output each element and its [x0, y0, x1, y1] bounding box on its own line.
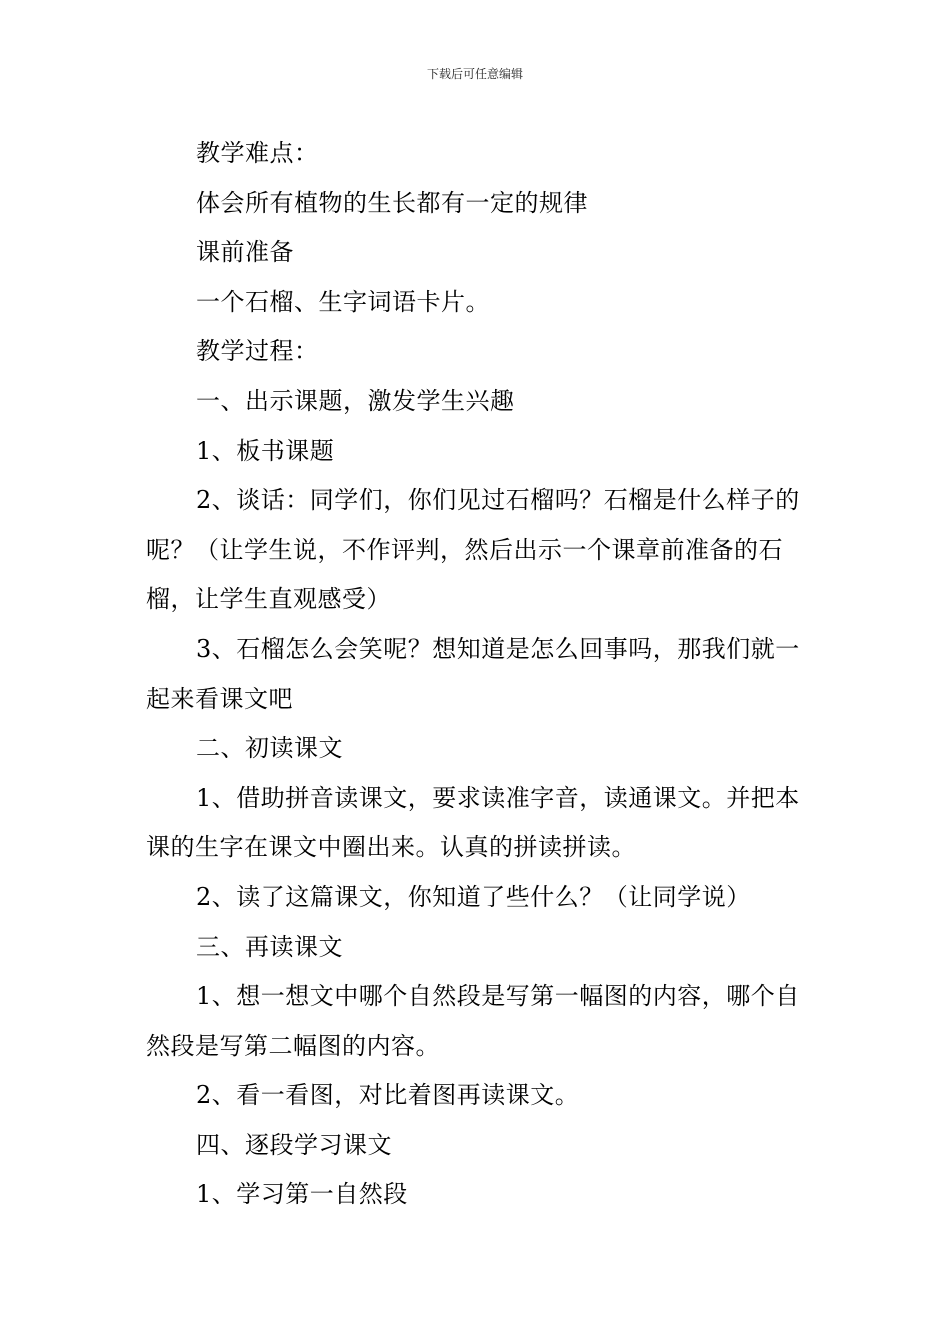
paragraph-item: 2、看一看图，对比着图再读课文。 [196, 1081, 580, 1110]
paragraph-teaching-difficulty: 体会所有植物的生长都有一定的规律 [196, 188, 588, 217]
paragraph-item: 1、板书课题 [196, 436, 335, 465]
paragraph-process-heading: 教学过程： [196, 337, 319, 366]
document-body [146, 129, 806, 1220]
paragraph-section-four: 四、逐段学习课文 [196, 1130, 392, 1159]
paragraph-preparation: 一个石榴、生字词语卡片。 [196, 287, 490, 316]
page-header-note: 下载后可任意编辑 [426, 67, 523, 81]
paragraph-section-one: 一、出示课题，激发学生兴趣 [196, 386, 515, 415]
paragraph-item: 1、想一想文中哪个自然段是写第一幅图的内容，哪个自然段是写第二幅图的内容。 [146, 982, 800, 1060]
paragraph-teaching-difficulty-heading: 教学难点： [196, 139, 319, 167]
paragraph-item: 2、读了这篇课文，你知道了些什么？（让同学说） [196, 882, 751, 911]
paragraph-item: 1、借助拼音读课文，要求读准字音，读通课文。并把本课的生字在课文中圈出来。认真的拼读拼读。 [146, 783, 800, 862]
paragraph-preparation-heading: 课前准备 [196, 238, 294, 267]
paragraph-section-three: 三、再读课文 [196, 932, 343, 961]
paragraph-item: 1、学习第一自然段 [196, 1180, 408, 1209]
paragraph-item: 3、石榴怎么会笑呢？想知道是怎么回事吗，那我们就一起来看课文吧 [146, 634, 800, 713]
paragraph-section-two: 二、初读课文 [196, 734, 343, 763]
paragraph-item: 2、谈话：同学们，你们见过石榴吗？石榴是什么样子的呢？（让学生说，不作评判，然后出示一个课章前准备的石榴，让学生直观感受） [146, 486, 800, 614]
